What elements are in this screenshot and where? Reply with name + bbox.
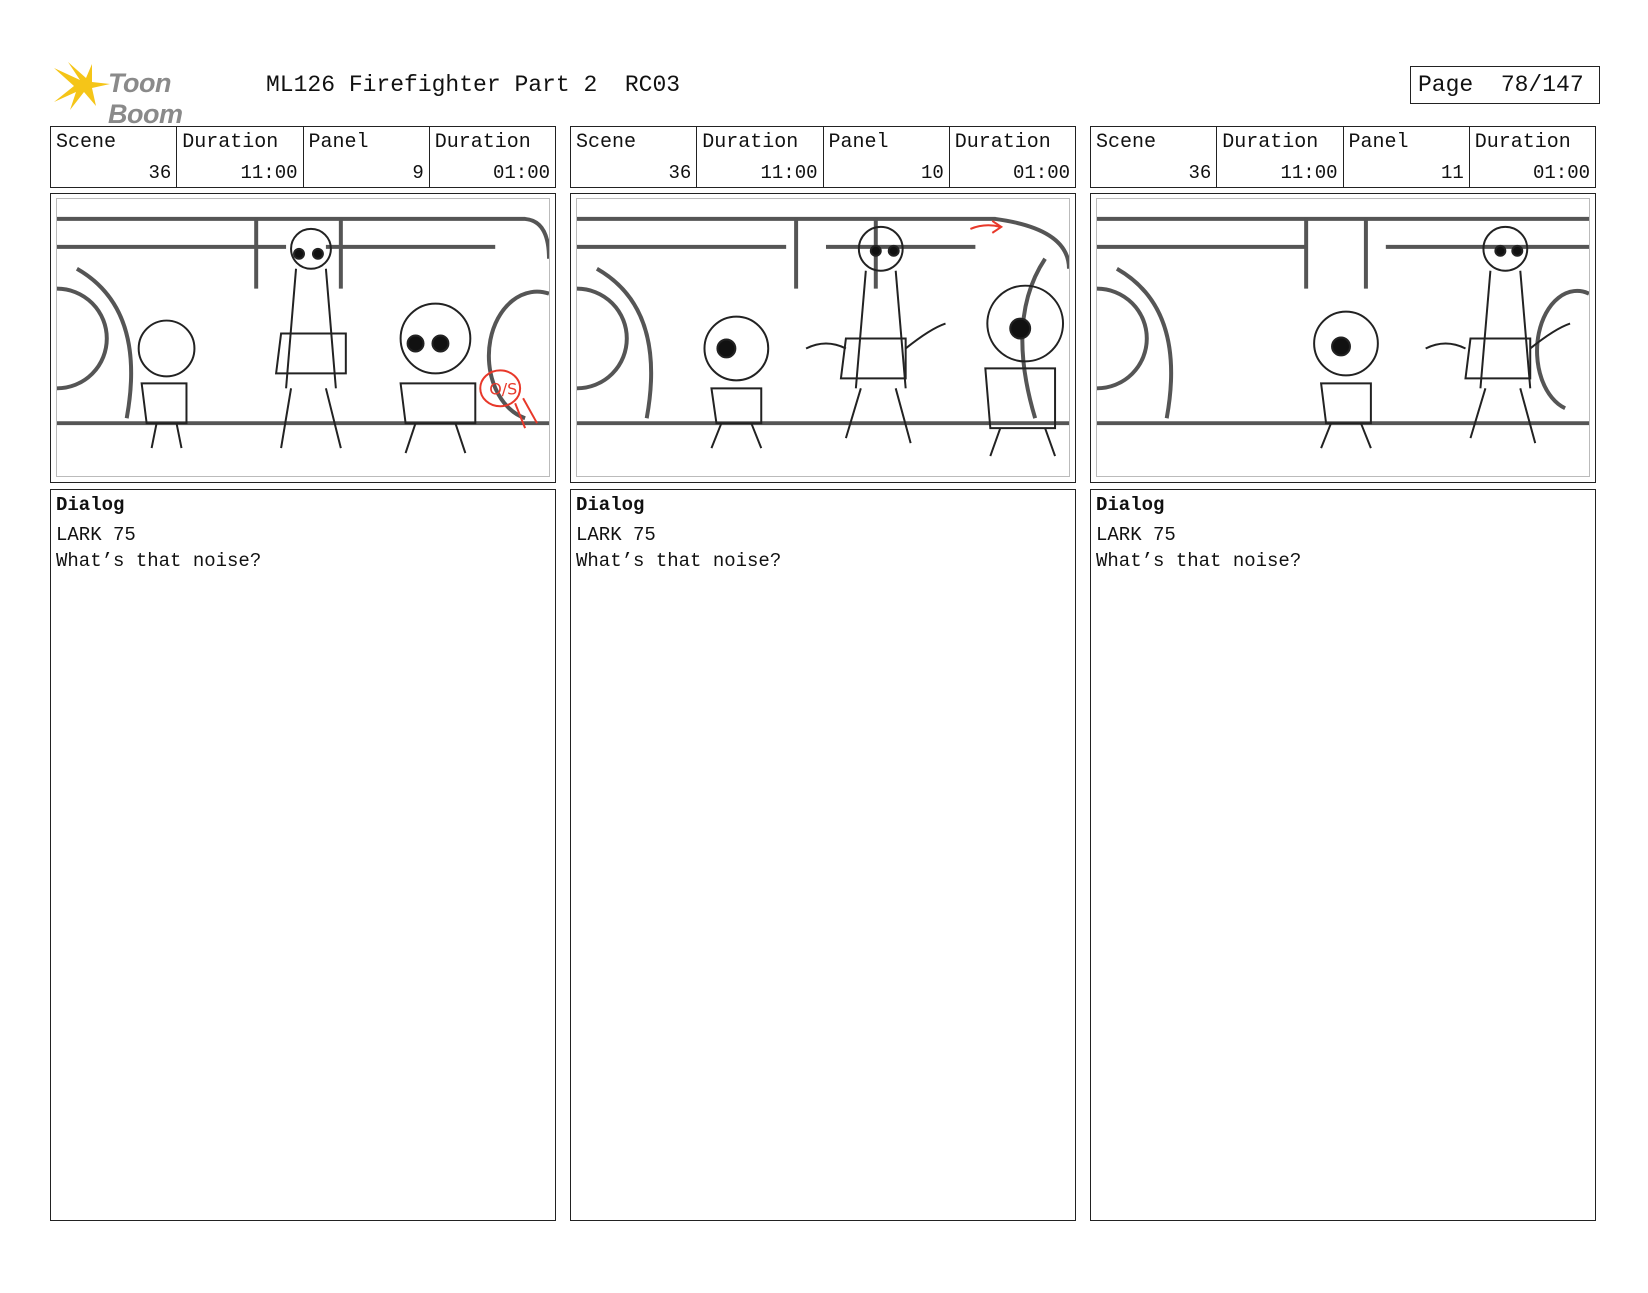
duration-label: Duration [1222, 131, 1319, 154]
duration-value: 11:00 [760, 162, 818, 184]
storyboard-panel-column [570, 126, 1076, 1221]
panel-duration-label: Duration [434, 131, 531, 154]
offscreen-annotation: O/S [489, 379, 518, 399]
scene-duration-cell [177, 127, 303, 187]
scene-value: 36 [148, 162, 172, 184]
panel-value: 10 [920, 162, 944, 184]
panel-image [50, 193, 556, 483]
sketch-illustration [57, 199, 549, 476]
page-header [52, 58, 1612, 129]
sketch-illustration [1097, 199, 1589, 476]
dialog-character: LARK 75 [576, 524, 656, 546]
panel-metadata [1090, 126, 1596, 188]
panel-cell [1344, 127, 1470, 187]
dialog-heading: Dialog [1096, 494, 1165, 516]
starburst-icon [52, 58, 112, 114]
scene-duration-cell [1217, 127, 1343, 187]
scene-cell [51, 127, 177, 187]
document-title: ML126 Firefighter Part 2 RC03 [266, 72, 681, 98]
scene-cell [1091, 127, 1217, 187]
storyboard-panel-column [1090, 126, 1596, 1221]
dialog-box [570, 489, 1076, 1221]
panel-duration-cell [430, 127, 555, 187]
panel-label: Panel [308, 131, 369, 154]
panel-duration-value: 01:00 [1532, 162, 1590, 184]
panel-value: 9 [412, 162, 424, 184]
duration-label: Duration [702, 131, 799, 154]
dialog-line: What’s that noise? [56, 550, 262, 572]
scene-label: Scene [56, 131, 117, 154]
sketch-illustration [577, 199, 1069, 476]
dialog-box [1090, 489, 1596, 1221]
page-indicator: Page 78/147 [1410, 66, 1600, 104]
dialog-box [50, 489, 556, 1221]
panel-cell [824, 127, 950, 187]
panel-duration-cell [950, 127, 1075, 187]
scene-cell [571, 127, 697, 187]
dialog-line: What’s that noise? [1096, 550, 1302, 572]
dialog-heading: Dialog [576, 494, 645, 516]
toon-boom-logo [52, 58, 252, 129]
panel-value: 11 [1440, 162, 1464, 184]
panel-duration-cell [1470, 127, 1595, 187]
scene-value: 36 [1188, 162, 1212, 184]
scene-value: 36 [668, 162, 692, 184]
panel-duration-value: 01:00 [492, 162, 550, 184]
panel-label: Panel [1348, 131, 1409, 154]
duration-value: 11:00 [1280, 162, 1338, 184]
panel-cell [304, 127, 430, 187]
storyboard-panel-column [50, 126, 556, 1221]
scene-label: Scene [1096, 131, 1157, 154]
duration-label: Duration [182, 131, 279, 154]
panel-metadata [50, 126, 556, 188]
dialog-line: What’s that noise? [576, 550, 782, 572]
logo-text: Toon Boom [108, 68, 183, 129]
scene-duration-cell [697, 127, 823, 187]
scene-label: Scene [576, 131, 637, 154]
motion-arrow-icon [970, 221, 1001, 233]
panel-duration-label: Duration [1474, 131, 1571, 154]
panel-image [1090, 193, 1596, 483]
panel-duration-label: Duration [954, 131, 1051, 154]
dialog-heading: Dialog [56, 494, 125, 516]
duration-value: 11:00 [240, 162, 298, 184]
panel-image [570, 193, 1076, 483]
dialog-character: LARK 75 [56, 524, 136, 546]
panel-metadata [570, 126, 1076, 188]
panel-duration-value: 01:00 [1012, 162, 1070, 184]
dialog-character: LARK 75 [1096, 524, 1176, 546]
panel-label: Panel [828, 131, 889, 154]
